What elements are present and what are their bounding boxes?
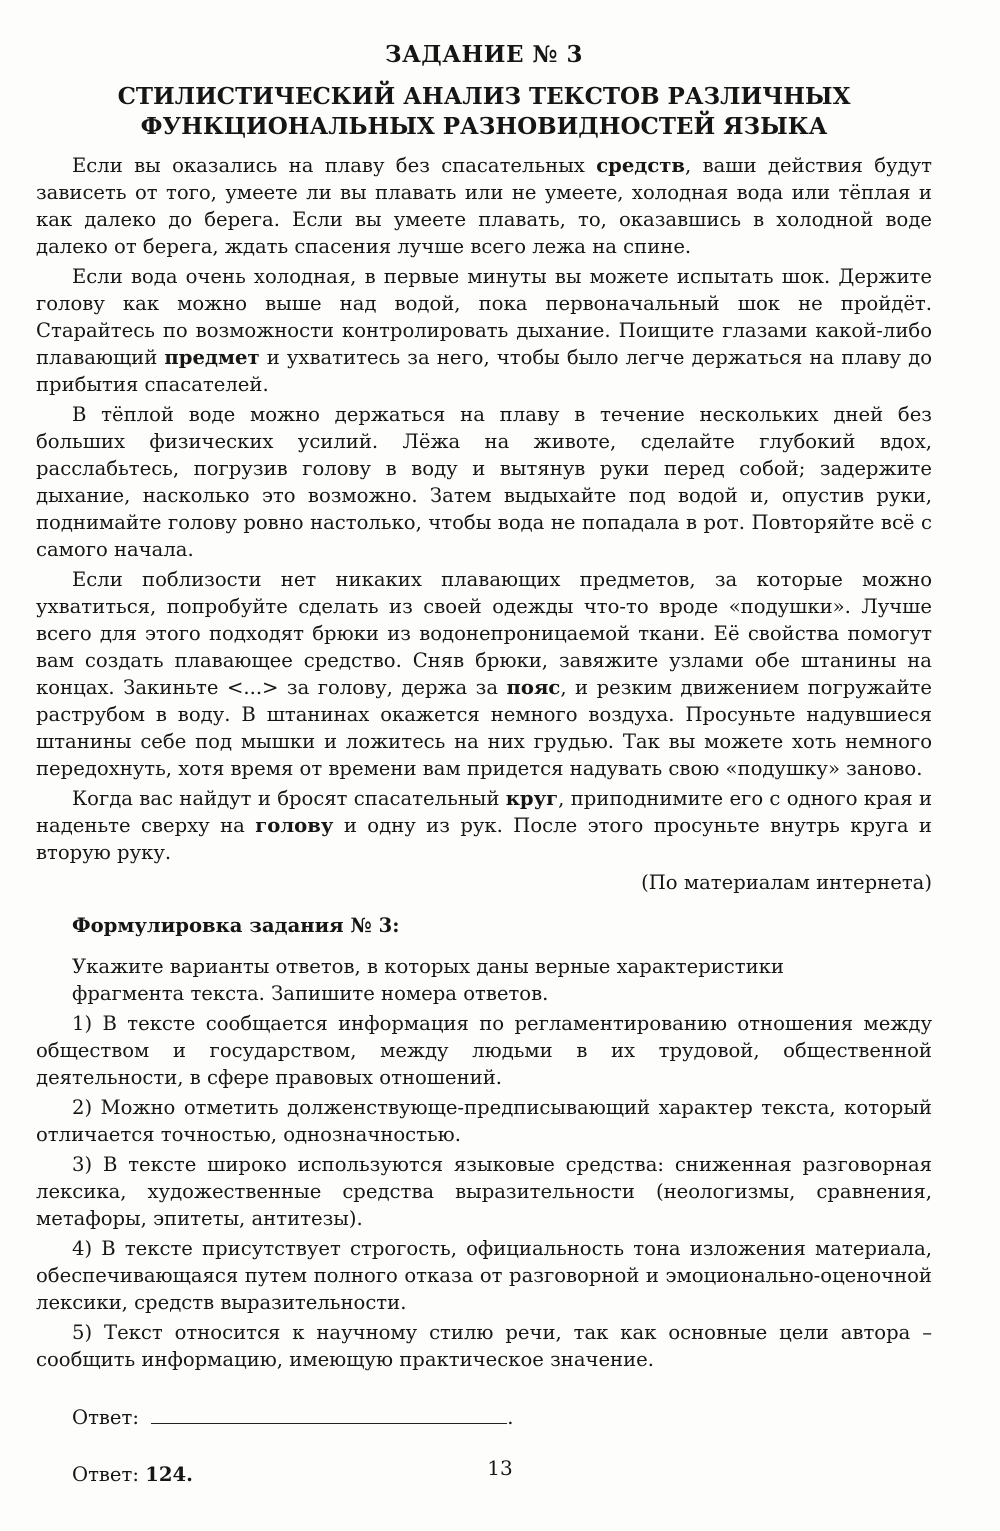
bold-word: средств <box>596 154 686 177</box>
text-paragraph-4 <box>36 566 932 782</box>
task-title-line-1: СТИЛИСТИЧЕСКИЙ АНАЛИЗ ТЕКСТОВ РАЗЛИЧНЫХ <box>117 83 851 110</box>
answer-option-1: 1) В тексте сообщается информация по регламентированию отношения между обществом и государством, между людьми в их трудовой, общественной деятельности, в сфере правовых отношений. <box>36 1012 932 1089</box>
answer-label: Ответ: <box>72 1406 139 1429</box>
bold-word: круг <box>505 787 559 810</box>
answer-blank-row <box>72 1403 932 1431</box>
answer-blank-line[interactable] <box>151 1403 507 1424</box>
task-title-heading <box>36 82 932 142</box>
source-citation: (По материалам интернета) <box>641 871 932 894</box>
text-run: , приподнимите его с одного края и наденьте сверху на <box>36 787 932 837</box>
text-paragraph-5 <box>36 785 932 866</box>
page-number: 13 <box>487 1456 513 1480</box>
answer-given-value: 124. <box>145 1463 193 1486</box>
text-run: , ваши действия будут зависеть от того, умеете ли вы плавать или не умеете, холодная вода или тёплая и как далеко до берега. Если вы умеете плавать, то, оказавшись в холодной воде далеко от берега, ждать спасения лучше всего лежа на спине. <box>36 154 932 258</box>
answer-option-4: 4) В тексте присутствует строгость, официальность тона изложения материала, обеспечивающаяся путем полного отказа от разговорной и эмоционально-оценочной лексики, средств выразительности. <box>36 1237 932 1314</box>
answer-option-5: 5) Текст относится к научному стилю речи, так как основные цели автора – сообщить информацию, имеющую практическое значение. <box>36 1321 932 1371</box>
text-run: Если поблизости нет никаких плавающих предметов, за которые можно ухватиться, попробуйте сделать из своей одежды что-то вроде «подушки». Лучше всего для этого подходят брюки из водонепроницаемой ткани. Её свойства помогут вам создать плавающее средство. Сняв брюки, завяжите узлами обе штанины на концах. Закиньте <...> за голову, держа за <box>36 568 932 699</box>
bold-word: голову <box>255 814 334 837</box>
text-run: и одну из рук. После этого просуньте внутрь круга и вторую руку. <box>36 814 932 864</box>
text-run: и ухватитесь за него, чтобы было легче держаться на плаву до прибытия спасателей. <box>36 346 932 396</box>
text-paragraph-1 <box>36 152 932 260</box>
text-run: Если вода очень холодная, в первые минуты вы можете испытать шок. Держите голову как можно выше над водой, пока первоначальный шок не пройдёт. Старайтесь по возможности контролировать дыхание. Поищите глазами какой-либо плавающий <box>36 265 932 369</box>
task-instruction: Укажите варианты ответов, в которых даны верные характеристики фрагмента текста. Запишите номера ответов. <box>72 955 784 1005</box>
text-paragraph-3: В тёплой воде можно держаться на плаву в течение нескольких дней без больших физических усилий. Лёжа на животе, сделайте глубокий вдох, расслабьтесь, погрузив голову в воду и вытянув руки перед собой; задержите дыхание, насколько это возможно. Затем выдыхайте под водой и, опустив руки, поднимайте голову ровно настолько, чтобы вода не попадала в рот. Повторяйте всё с самого начала. <box>36 403 932 561</box>
task-title-line-2: ФУНКЦИОНАЛЬНЫХ РАЗНОВИДНОСТЕЙ ЯЗЫКА <box>140 113 828 140</box>
task-formulation-heading: Формулировка задания № 3: <box>72 914 400 937</box>
answer-end-dot: . <box>507 1406 514 1429</box>
bold-word: предмет <box>164 346 260 369</box>
bold-word: пояс <box>506 676 561 699</box>
text-run: Когда вас найдут и бросят спасательный <box>72 787 506 810</box>
answer-option-3: 3) В тексте широко используются языковые средства: сниженная разговорная лексика, художественные средства выразительности (неологизмы, сравнения, метафоры, эпитеты, антитезы). <box>36 1153 932 1230</box>
task-number-heading: ЗАДАНИЕ № 3 <box>384 41 583 68</box>
text-paragraph-2 <box>36 263 932 398</box>
answer-option-2: 2) Можно отметить долженствующе-предписывающий характер текста, который отличается точностью, однозначностью. <box>36 1096 932 1146</box>
text-run: Если вы оказались на плаву без спасательных <box>72 154 597 177</box>
answer-given-label: Ответ: <box>72 1463 139 1486</box>
text-run: , и резким движением погружайте раструбом в воду. В штанинах окажется немного воздуха. Просуньте надувшиеся штанины себе под мышки и ложитесь на них грудью. Так вы можете хоть немного передохнуть, хотя время от времени вам придется надувать свою «подушку» заново. <box>36 676 932 780</box>
